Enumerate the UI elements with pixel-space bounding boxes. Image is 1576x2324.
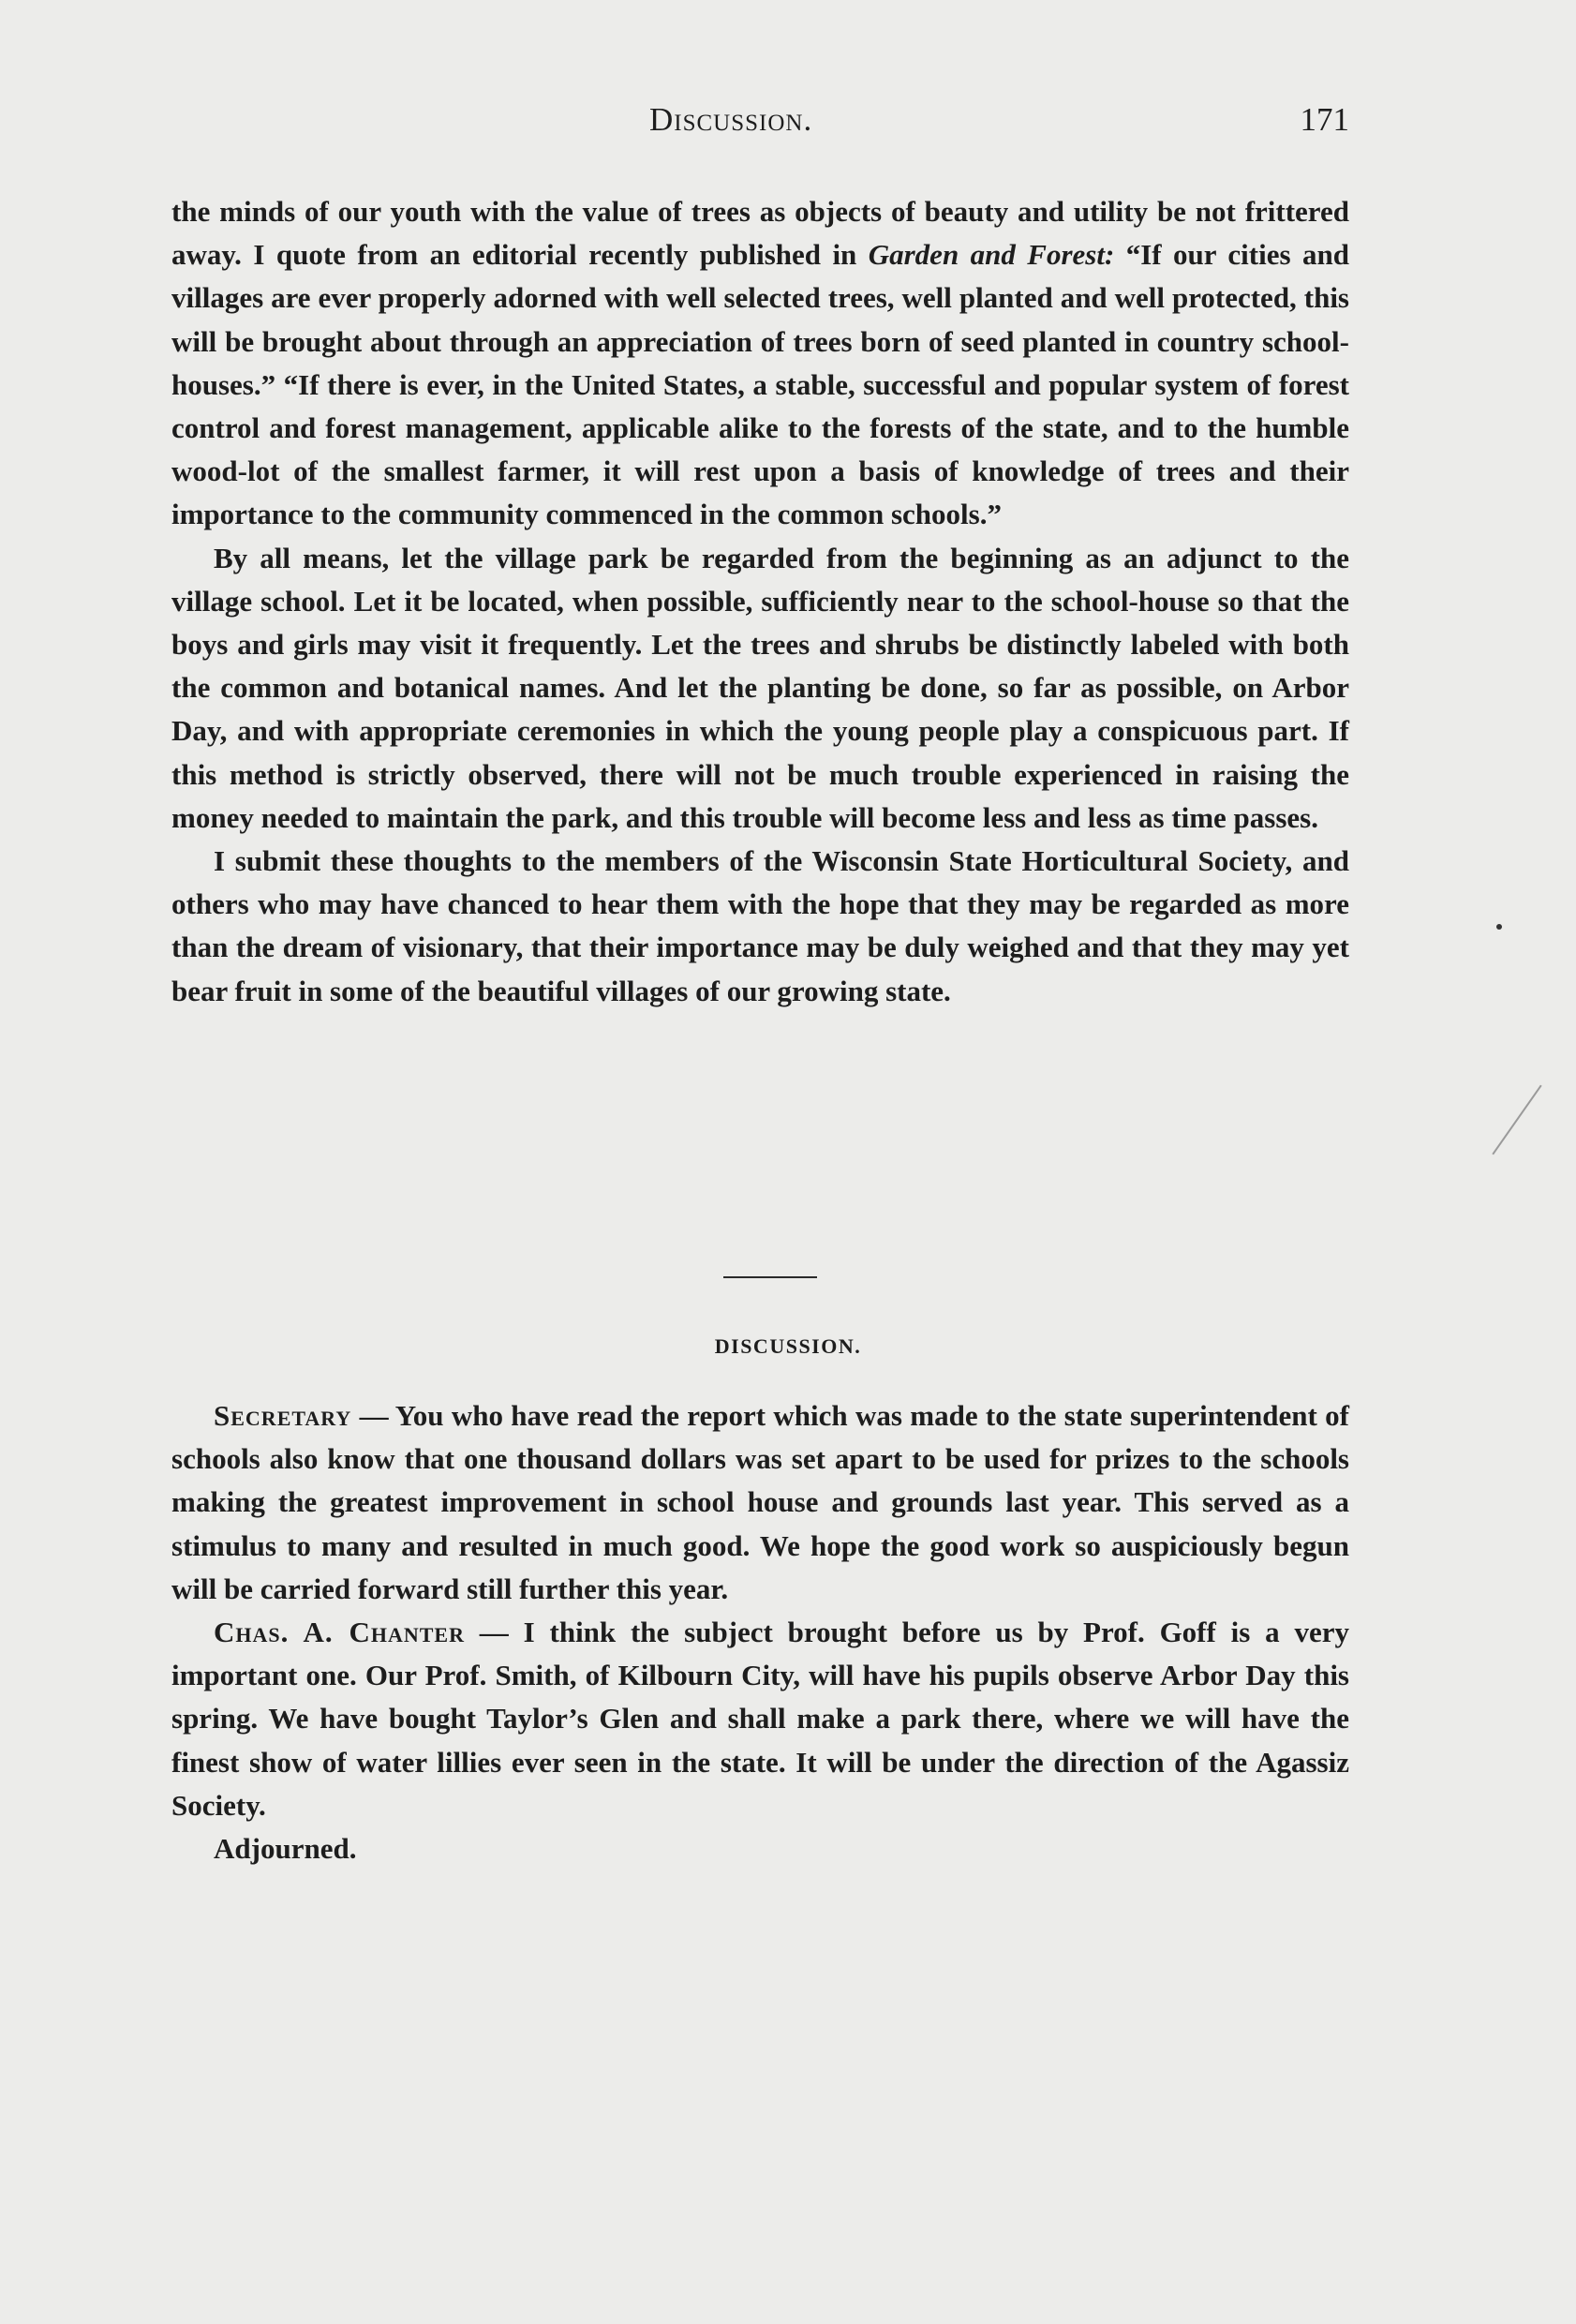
paragraph-1-text: the minds of our youth with the value of trees as objects of beauty and utility be not frittered away. I quote from an editorial recently published in xyxy=(171,195,1349,272)
discussion-text xyxy=(171,1394,1349,1870)
paragraph-2: By all means, let the village park be regarded from the beginning as an adjunct to the village school. Let it be located, when possible, sufficiently near to the school-house so that the boys and girls may visit it frequently. Let the trees and shrubs be distinctly labeled with both the common and botanical names. And let the planting be done, so far as possible, on Arbor Day, and with appropriate ceremonies in which the young people play a conspicuous part. If this method is strictly observed, there will not be much trouble experienced in raising the money needed to maintain the park, and this trouble will become less and less as time passes. xyxy=(171,541,1349,834)
chanter-remark xyxy=(171,1611,1349,1827)
quotation-text: “If our cities and villages are ever properly adorned with well selected trees, well planted and well protected, this will be brought about through an appreciation of trees born of seed planted in country school-houses.” “If there is ever, in the United States, a stable, successful and popular system of forest control and forest management, applicable alike to the forests of the state, and to the humble wood-lot of the smallest farmer, it will rest upon a basis of knowledge of trees and their importance to the community commenced in the common schools.” xyxy=(171,238,1349,531)
paragraph-continued xyxy=(171,190,1349,537)
secretary-remark-text: — You who have read the report which was made to the state superintendent of schools also know that one thousand dollars was set apart to be used for prizes to the schools making the greatest improvement in school house and grounds last year. This served as a stimulus to many and resulted in much good. We hope the good work so auspiciously begun will be carried forward still further this year. xyxy=(171,1399,1349,1605)
chanter-remark-text: — I think the subject brought before us by Prof. Goff is a very important one. Our Prof. Smith, of Kilbourn City, will have his pupils observe Arbor Day this spring. We have bought Taylor’s Glen and shall make a park there, where we will have the finest show of water lillies ever seen in the state. It will be under the direction of the Agassiz Society. xyxy=(171,1616,1349,1822)
margin-dot xyxy=(1496,924,1502,930)
speaker-secretary: Secretary xyxy=(214,1399,352,1432)
margin-mark xyxy=(1492,1085,1541,1155)
body-text xyxy=(171,190,1349,1013)
secretary-remark xyxy=(171,1394,1349,1611)
running-head xyxy=(171,101,1349,154)
section-heading: DISCUSSION. xyxy=(714,1334,862,1358)
closing-line: Adjourned. xyxy=(214,1832,357,1866)
source-title: Garden and Forest: xyxy=(868,238,1115,272)
running-head-title: Discussion. xyxy=(649,101,813,138)
page-number: 171 xyxy=(1300,101,1349,138)
speaker-chanter: Chas. A. Chanter xyxy=(214,1616,465,1649)
section-divider xyxy=(723,1276,817,1278)
paragraph-3: I submit these thoughts to the members of the Wisconsin State Horticultural Society, and others who may have chanced to hear them with the hope that they may be regarded as more than the dream of visionary, that their importance may be duly weighed and that they may yet bear fruit in some of the beautiful villages of our growing state. xyxy=(171,844,1349,1007)
